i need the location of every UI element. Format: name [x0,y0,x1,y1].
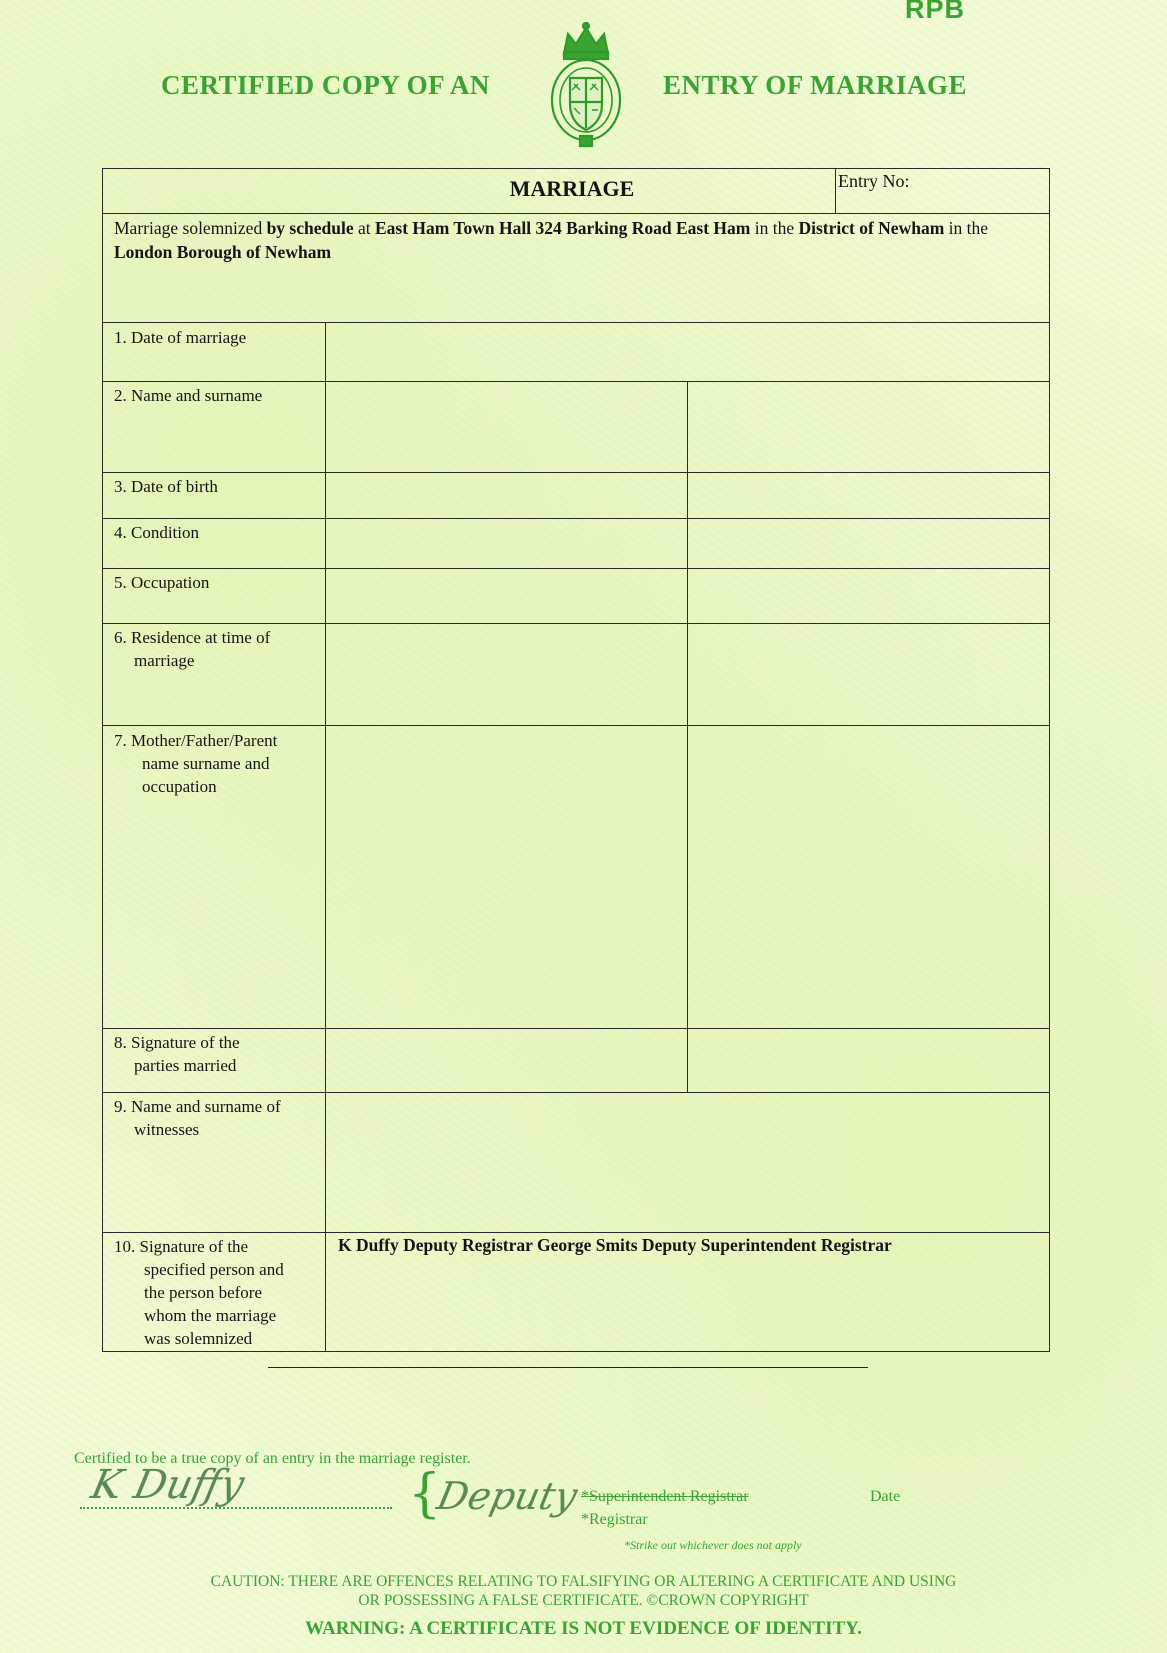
row-4-value-left [325,518,688,569]
superintendent-registrar-option: *Superintendent Registrar [581,1488,749,1505]
row-6-value-right [687,623,1050,726]
row-5-label: 5. Occupation [114,573,210,592]
certified-statement: Certified to be a true copy of an entry in the marriage register. [74,1450,471,1467]
row-9-label: 9. Name and surname of witnesses [114,1097,281,1139]
identity-warning: WARNING: A CERTIFICATE IS NOT EVIDENCE OF IDENTITY. [305,1618,862,1639]
marriage-entry-table [102,168,1050,1352]
row-10-label: 10. Signature of the specified person and the person before whom the marriage was solemnized [114,1237,284,1348]
row-5-value-right [687,568,1050,624]
row-4-value-right [687,518,1050,569]
row-2-value-right [687,381,1050,473]
brace-glyph: { [408,1464,442,1524]
strike-note: *Strike out whichever does not apply [624,1538,802,1552]
registrar-signature: K Duffy [87,1462,249,1508]
solemnized-text: Marriage solemnized by schedule at East Ham Town Hall 324 Barking Road East Ham in the District of Newham in the London Borough of Newham [114,218,989,262]
row-2-label: 2. Name and surname [114,386,263,405]
row-6-value-left [325,623,688,726]
entry-no-label: Entry No: [838,171,910,191]
closing-rule [268,1367,868,1368]
row-3-value-left [325,472,688,519]
date-label: Date [870,1488,901,1505]
row-2-value-left [325,381,688,473]
signatories-text: K Duffy Deputy Registrar George Smits Deputy Superintendent Registrar [338,1235,892,1255]
row-4-label: 4. Condition [114,523,200,542]
registrar-option: *Registrar [581,1511,648,1528]
row-8-value-left [325,1028,688,1093]
row-5-value-left [325,568,688,624]
reference-code: RPB [905,0,966,24]
row-1-value-cell [325,322,1050,382]
marriage-heading: MARRIAGE [509,176,635,201]
title-right: ENTRY OF MARRIAGE [663,70,968,100]
signature-dotted-line [80,1507,392,1509]
row-3-label: 3. Date of birth [114,477,218,496]
row-7-value-right [687,725,1050,1029]
caution-notice: CAUTION: THERE ARE OFFENCES RELATING TO FALSIFYING OR ALTERING A CERTIFICATE AND USING OR POSSESSING A FALSE CERTIFICATE. ©CROWN COPYRIGHT [210,1573,957,1609]
row-3-value-right [687,472,1050,519]
title-left: CERTIFIED COPY OF AN [161,70,490,100]
row-8-value-right [687,1028,1050,1093]
row-1-label: 1. Date of marriage [114,328,247,347]
royal-coat-of-arms-icon [548,20,624,148]
deputy-handwritten: Deputy [433,1474,582,1518]
row-8-label: 8. Signature of the parties married [114,1033,240,1075]
row-7-value-left [325,725,688,1029]
row-7-label: 7. Mother/Father/Parent name surname and occupation [114,731,278,796]
row-6-label: 6. Residence at time of marriage [114,628,271,670]
row-9-value-cell [325,1092,1050,1233]
